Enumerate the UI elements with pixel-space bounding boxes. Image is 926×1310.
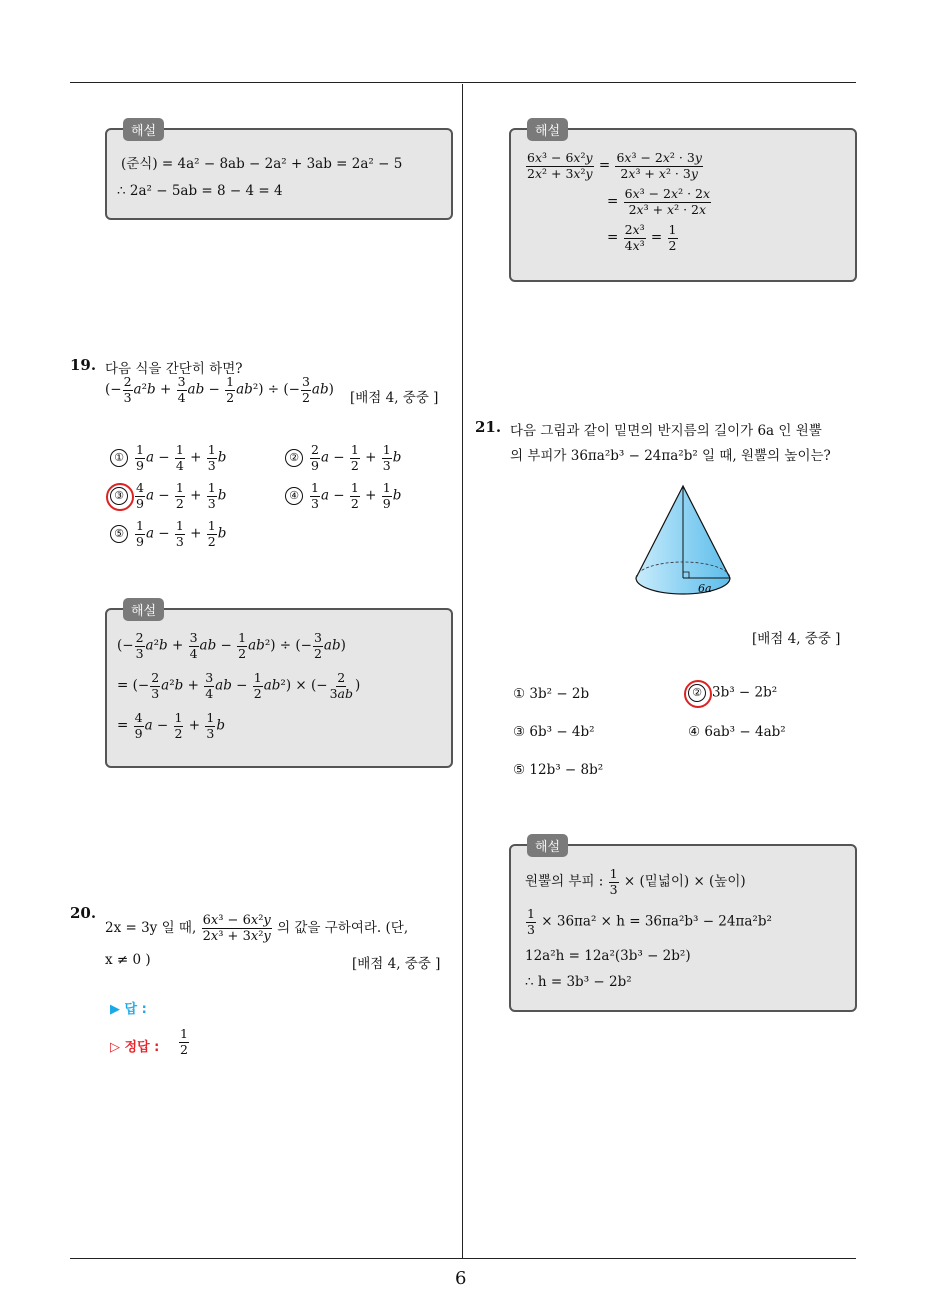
solution-21-line-2: $\frac{1}{3}$ × 36πa² × h = 36πa²b³ − 24πa²b² bbox=[527, 906, 772, 937]
solution-20-line-1: $\frac{\text{6x³ − 6x²y}}{\text{2x² + 3x²y}}$ = $\frac{\text{6x³ − 2x² · 3y}}{\text{2x³ + x² · 3y}}$ bbox=[527, 150, 702, 181]
solution-box-19 bbox=[105, 604, 453, 768]
q21-choice-5[interactable]: ⑤ 12b³ − 8b² bbox=[513, 762, 604, 778]
q21-choice-1[interactable]: ① 3b² − 2b bbox=[513, 686, 590, 702]
question-21-line-1: 다음 그림과 같이 밑면의 반지름의 길이가 6a 인 원뿔 bbox=[510, 423, 822, 439]
q19-choice-1[interactable]: ① $\frac{1}{9}$ a − $\frac{1}{4}$ + $\frac{1}{3}$ b bbox=[110, 444, 226, 472]
question-21-number: 21. bbox=[475, 418, 502, 436]
solution-box-18 bbox=[105, 124, 453, 220]
selected-answer-mark bbox=[106, 483, 134, 511]
q21-choice-2[interactable]: ② 3b³ − 2b² bbox=[688, 684, 777, 702]
solution-19-line-2: = (− $\frac{2}{3}$ a²b + $\frac{3}{4}$ ab − $\frac{1}{2}$ ab²) × (− $\frac{2}{3ab}$ ) bbox=[117, 670, 361, 701]
question-20-number: 20. bbox=[70, 904, 97, 922]
question-20-text: 2x = 3y 일 때, $\frac{\text{6x³ − 6x²y}}{\text{2x³ + 3x²y}}$ 의 값을 구하여라. (단, bbox=[105, 913, 409, 944]
solution-19-line-1: (− $\frac{2}{3}$ a²b + $\frac{3}{4}$ ab − $\frac{1}{2}$ ab²) ÷ (− $\frac{3}{2}$ ab) bbox=[117, 630, 346, 661]
solution-21-line-4: ∴ h = 3b³ − 2b² bbox=[525, 974, 632, 990]
q19-choice-5[interactable]: ⑤ $\frac{1}{9}$ a − $\frac{1}{3}$ + $\frac{1}{2}$ b bbox=[110, 520, 226, 548]
top-rule bbox=[70, 82, 856, 83]
solution-20-line-3: = $\frac{\text{2x³}}{\text{4x³}}$ = $\frac{1}{2}$ bbox=[607, 222, 677, 253]
q19-choice-2[interactable]: ② $\frac{2}{9}$ a − $\frac{1}{2}$ + $\frac{1}{3}$ b bbox=[285, 444, 401, 472]
solution-19-line-3: = $\frac{4}{9}$ a − $\frac{1}{2}$ + $\frac{1}{3}$ b bbox=[117, 710, 225, 741]
question-19-score: [배점 4, 중중 ] bbox=[350, 390, 439, 406]
page-number: 6 bbox=[455, 1268, 467, 1289]
question-19-text: 다음 식을 간단히 하면? bbox=[105, 361, 243, 377]
solution-box-20 bbox=[509, 124, 857, 282]
bottom-rule bbox=[70, 1258, 856, 1259]
q19-choice-4[interactable]: ④ $\frac{1}{3}$ a − $\frac{1}{2}$ + $\frac{1}{9}$ b bbox=[285, 482, 401, 510]
solution-21-line-1: 원뿔의 부피 : $\frac{1}{3}$ × (밑넓이) × (높이) bbox=[525, 866, 746, 897]
answer-label[interactable]: ▶ 답 : bbox=[110, 1002, 147, 1017]
column-divider bbox=[462, 84, 463, 1258]
solution-tag: 해설 bbox=[123, 598, 164, 621]
correct-answer-label: ▷ 정답 : bbox=[110, 1040, 160, 1055]
cone-figure bbox=[628, 480, 738, 600]
question-20-score: [배점 4, 중중 ] bbox=[352, 956, 441, 972]
question-19-number: 19. bbox=[70, 356, 97, 374]
solution-tag: 해설 bbox=[527, 834, 568, 857]
question-21-line-2: 의 부피가 36πa²b³ − 24πa²b² 일 때, 원뿔의 높이는? bbox=[510, 448, 831, 464]
solution-18-line-2: ∴ 2a² − 5ab = 8 − 4 = 4 bbox=[117, 183, 283, 199]
selected-answer-mark bbox=[684, 680, 712, 708]
q21-choice-3[interactable]: ③ 6b³ − 4b² bbox=[513, 724, 595, 740]
correct-answer-value: $\frac{1}{2}$ bbox=[180, 1026, 188, 1057]
solution-tag: 해설 bbox=[123, 118, 164, 141]
solution-box-21 bbox=[509, 840, 857, 1012]
solution-18-line-1: (준식) = 4a² − 8ab − 2a² + 3ab = 2a² − 5 bbox=[121, 156, 403, 172]
question-19-expression: (− $\frac{2}{3}$ a²b + $\frac{3}{4}$ ab − $\frac{1}{2}$ ab²) ÷ (− $\frac{3}{2}$ ab) bbox=[105, 374, 334, 405]
radius-label: 6a bbox=[698, 582, 712, 595]
solution-tag: 해설 bbox=[527, 118, 568, 141]
q19-choice-3[interactable]: ③ $\frac{4}{9}$ a − $\frac{1}{2}$ + $\frac{1}{3}$ b bbox=[110, 482, 226, 510]
question-21-score: [배점 4, 중중 ] bbox=[752, 631, 841, 647]
solution-20-line-2: = $\frac{\text{6x³ − 2x² · 2x}}{\text{2x³ + x² · 2x}}$ bbox=[607, 186, 711, 217]
q21-choice-4[interactable]: ④ 6ab³ − 4ab² bbox=[688, 724, 786, 740]
solution-21-line-3: 12a²h = 12a²(3b³ − 2b²) bbox=[525, 948, 691, 964]
question-20-condition: x ≠ 0 ) bbox=[105, 952, 151, 968]
